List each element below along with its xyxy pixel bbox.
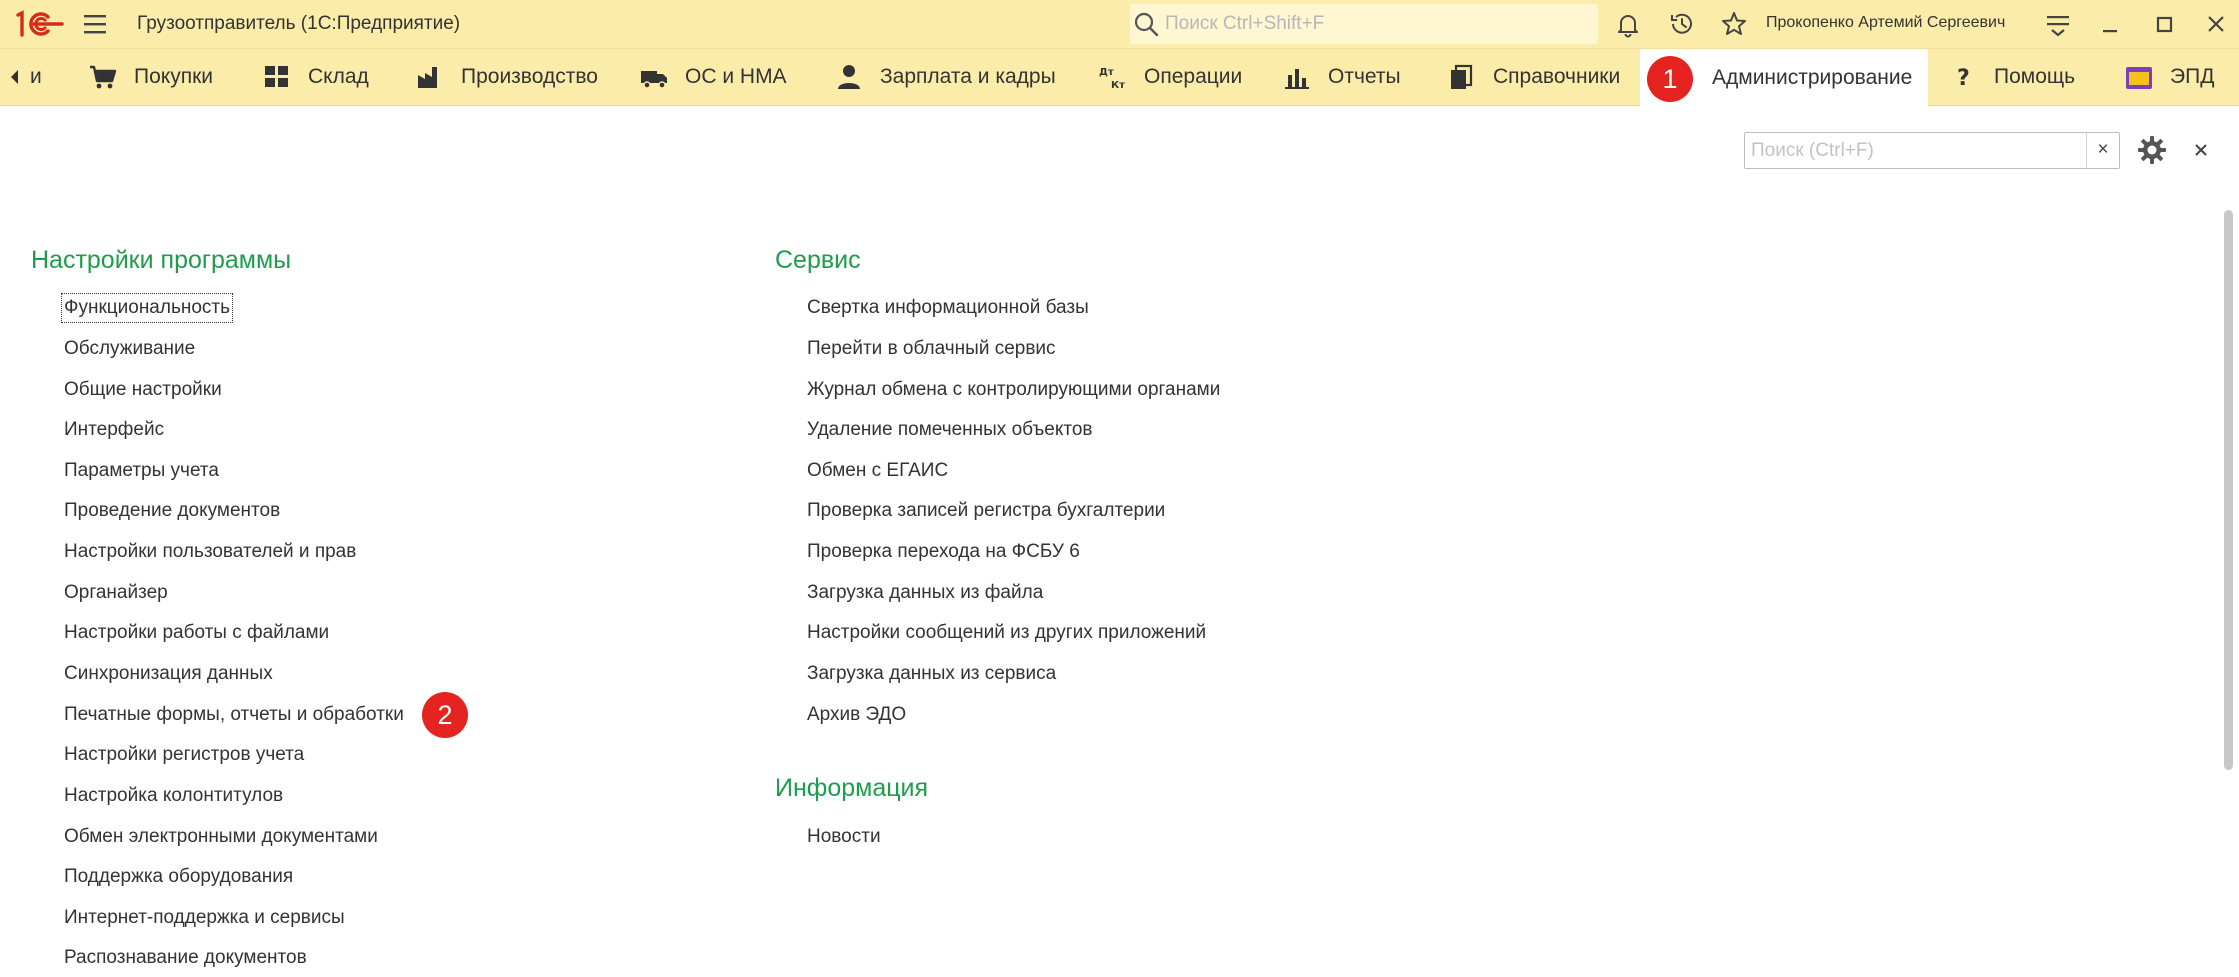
close-form-icon[interactable] (2188, 137, 2214, 163)
link-online-support[interactable]: Интернет-поддержка и сервисы (64, 907, 345, 928)
section-warehouse[interactable] (262, 49, 369, 105)
global-search-placeholder: Поиск Ctrl+Shift+F (1165, 13, 1325, 34)
link-maintenance[interactable]: Обслуживание (64, 338, 196, 359)
link-document-posting[interactable]: Проведение документов (64, 500, 281, 521)
link-print-forms[interactable]: Печатные формы, отчеты и обработки (64, 704, 404, 725)
link-users-rights[interactable]: Настройки пользователей и прав (64, 541, 357, 562)
person-icon (834, 63, 864, 91)
link-edo-archive[interactable]: Архив ЭДО (807, 704, 907, 725)
form-search-input[interactable] (1744, 132, 2120, 169)
section-directories[interactable] (1447, 49, 1620, 105)
epd-folder-icon (2124, 63, 2154, 91)
link-regulator-exchange-log[interactable]: Журнал обмена с контролирующими органами (807, 379, 1221, 400)
section-help[interactable] (1948, 49, 2075, 105)
link-organizer[interactable]: Органайзер (64, 582, 168, 603)
link-edi[interactable]: Обмен электронными документами (64, 826, 378, 847)
link-general-settings[interactable]: Общие настройки (64, 379, 222, 400)
section-label: Операции (1144, 65, 1243, 88)
link-interface[interactable]: Интерфейс (64, 419, 165, 440)
section-purchases[interactable] (88, 49, 213, 105)
history-icon[interactable] (1668, 10, 1696, 38)
title-bar (0, 0, 2239, 48)
cart-icon (88, 63, 118, 91)
section-label: ОС и НМА (685, 65, 787, 88)
gear-icon[interactable] (2136, 134, 2168, 166)
question-icon (1948, 63, 1978, 91)
svg-text:Кт: Кт (1111, 80, 1125, 91)
group-title-info: Информация (775, 774, 929, 802)
window-title: Грузоотправитель (1С:Предприятие) (137, 13, 461, 34)
link-import-file[interactable]: Загрузка данных из файла (807, 582, 1044, 603)
link-file-settings[interactable]: Настройки работы с файлами (64, 622, 330, 643)
sections-bar (0, 48, 2239, 106)
hamburger-menu-icon[interactable] (80, 12, 110, 36)
link-equipment[interactable]: Поддержка оборудования (64, 866, 294, 887)
section-reports[interactable] (1282, 49, 1401, 105)
callout-badge-1: 1 (1647, 56, 1693, 102)
scroll-left-arrow-icon[interactable] (8, 67, 22, 87)
section-assets[interactable] (639, 49, 787, 105)
link-document-recognition[interactable]: Распознавание документов (64, 947, 307, 968)
section-label: Помощь (1994, 65, 2076, 88)
link-news[interactable]: Новости (807, 826, 881, 847)
section-label: Отчеты (1328, 65, 1401, 88)
dt-kt-icon (1098, 63, 1128, 91)
group-title-settings: Настройки программы (31, 246, 292, 274)
section-label: Справочники (1493, 65, 1621, 88)
link-fsbu6-check[interactable]: Проверка перехода на ФСБУ 6 (807, 541, 1080, 562)
bar-chart-icon (1282, 63, 1312, 91)
section-label: Производство (461, 65, 598, 88)
warehouse-grid-icon (262, 63, 292, 91)
bell-icon[interactable] (1614, 10, 1642, 38)
section-label: Склад (308, 65, 369, 88)
books-icon (1447, 63, 1477, 91)
link-functionality[interactable]: Функциональность (64, 297, 231, 318)
form-search-placeholder: Поиск (Ctrl+F) (1751, 140, 1874, 161)
link-data-sync[interactable]: Синхронизация данных (64, 663, 273, 684)
link-register-check[interactable]: Проверка записей регистра бухгалтерии (807, 500, 1166, 521)
svg-text:?: ? (1957, 66, 1970, 91)
search-icon (1132, 10, 1160, 38)
group-title-service: Сервис (775, 246, 861, 274)
link-app-messages[interactable]: Настройки сообщений из других приложений (807, 622, 1207, 643)
section-label: Покупки (134, 65, 213, 88)
search-clear-button[interactable]: × (2086, 133, 2119, 168)
section-partial-label[interactable]: и (30, 65, 42, 88)
truck-icon (639, 63, 669, 91)
close-icon[interactable] (2202, 10, 2230, 38)
star-icon[interactable] (1720, 10, 1748, 38)
link-cloud-service[interactable]: Перейти в облачный сервис (807, 338, 1056, 359)
minimize-icon[interactable] (2096, 10, 2124, 38)
menu-icon[interactable] (2044, 10, 2072, 38)
section-production[interactable] (415, 49, 598, 105)
link-import-service[interactable]: Загрузка данных из сервиса (807, 663, 1057, 684)
maximize-icon[interactable] (2150, 10, 2178, 38)
section-label: Администрирование (1712, 65, 1913, 89)
link-delete-marked[interactable]: Удаление помеченных объектов (807, 419, 1093, 440)
callout-badge-2: 2 (422, 692, 468, 738)
section-label: Зарплата и кадры (880, 65, 1056, 88)
link-register-settings[interactable]: Настройки регистров учета (64, 744, 305, 765)
section-epd[interactable] (2124, 49, 2214, 105)
factory-icon (415, 63, 445, 91)
link-db-compress[interactable]: Свертка информационной базы (807, 297, 1089, 318)
section-label: ЭПД (2170, 65, 2215, 88)
link-egais-exchange[interactable]: Обмен с ЕГАИС (807, 460, 949, 481)
svg-text:Дт: Дт (1099, 67, 1114, 78)
link-headers-footers[interactable]: Настройка колонтитулов (64, 785, 284, 806)
section-salary[interactable] (834, 49, 1056, 105)
scrollbar-thumb[interactable] (2224, 210, 2233, 770)
link-accounting-params[interactable]: Параметры учета (64, 460, 219, 481)
1c-logo-icon[interactable] (12, 8, 66, 40)
current-user[interactable]: Прокопенко Артемий Сергеевич (1766, 14, 2006, 31)
section-operations[interactable] (1098, 49, 1242, 105)
